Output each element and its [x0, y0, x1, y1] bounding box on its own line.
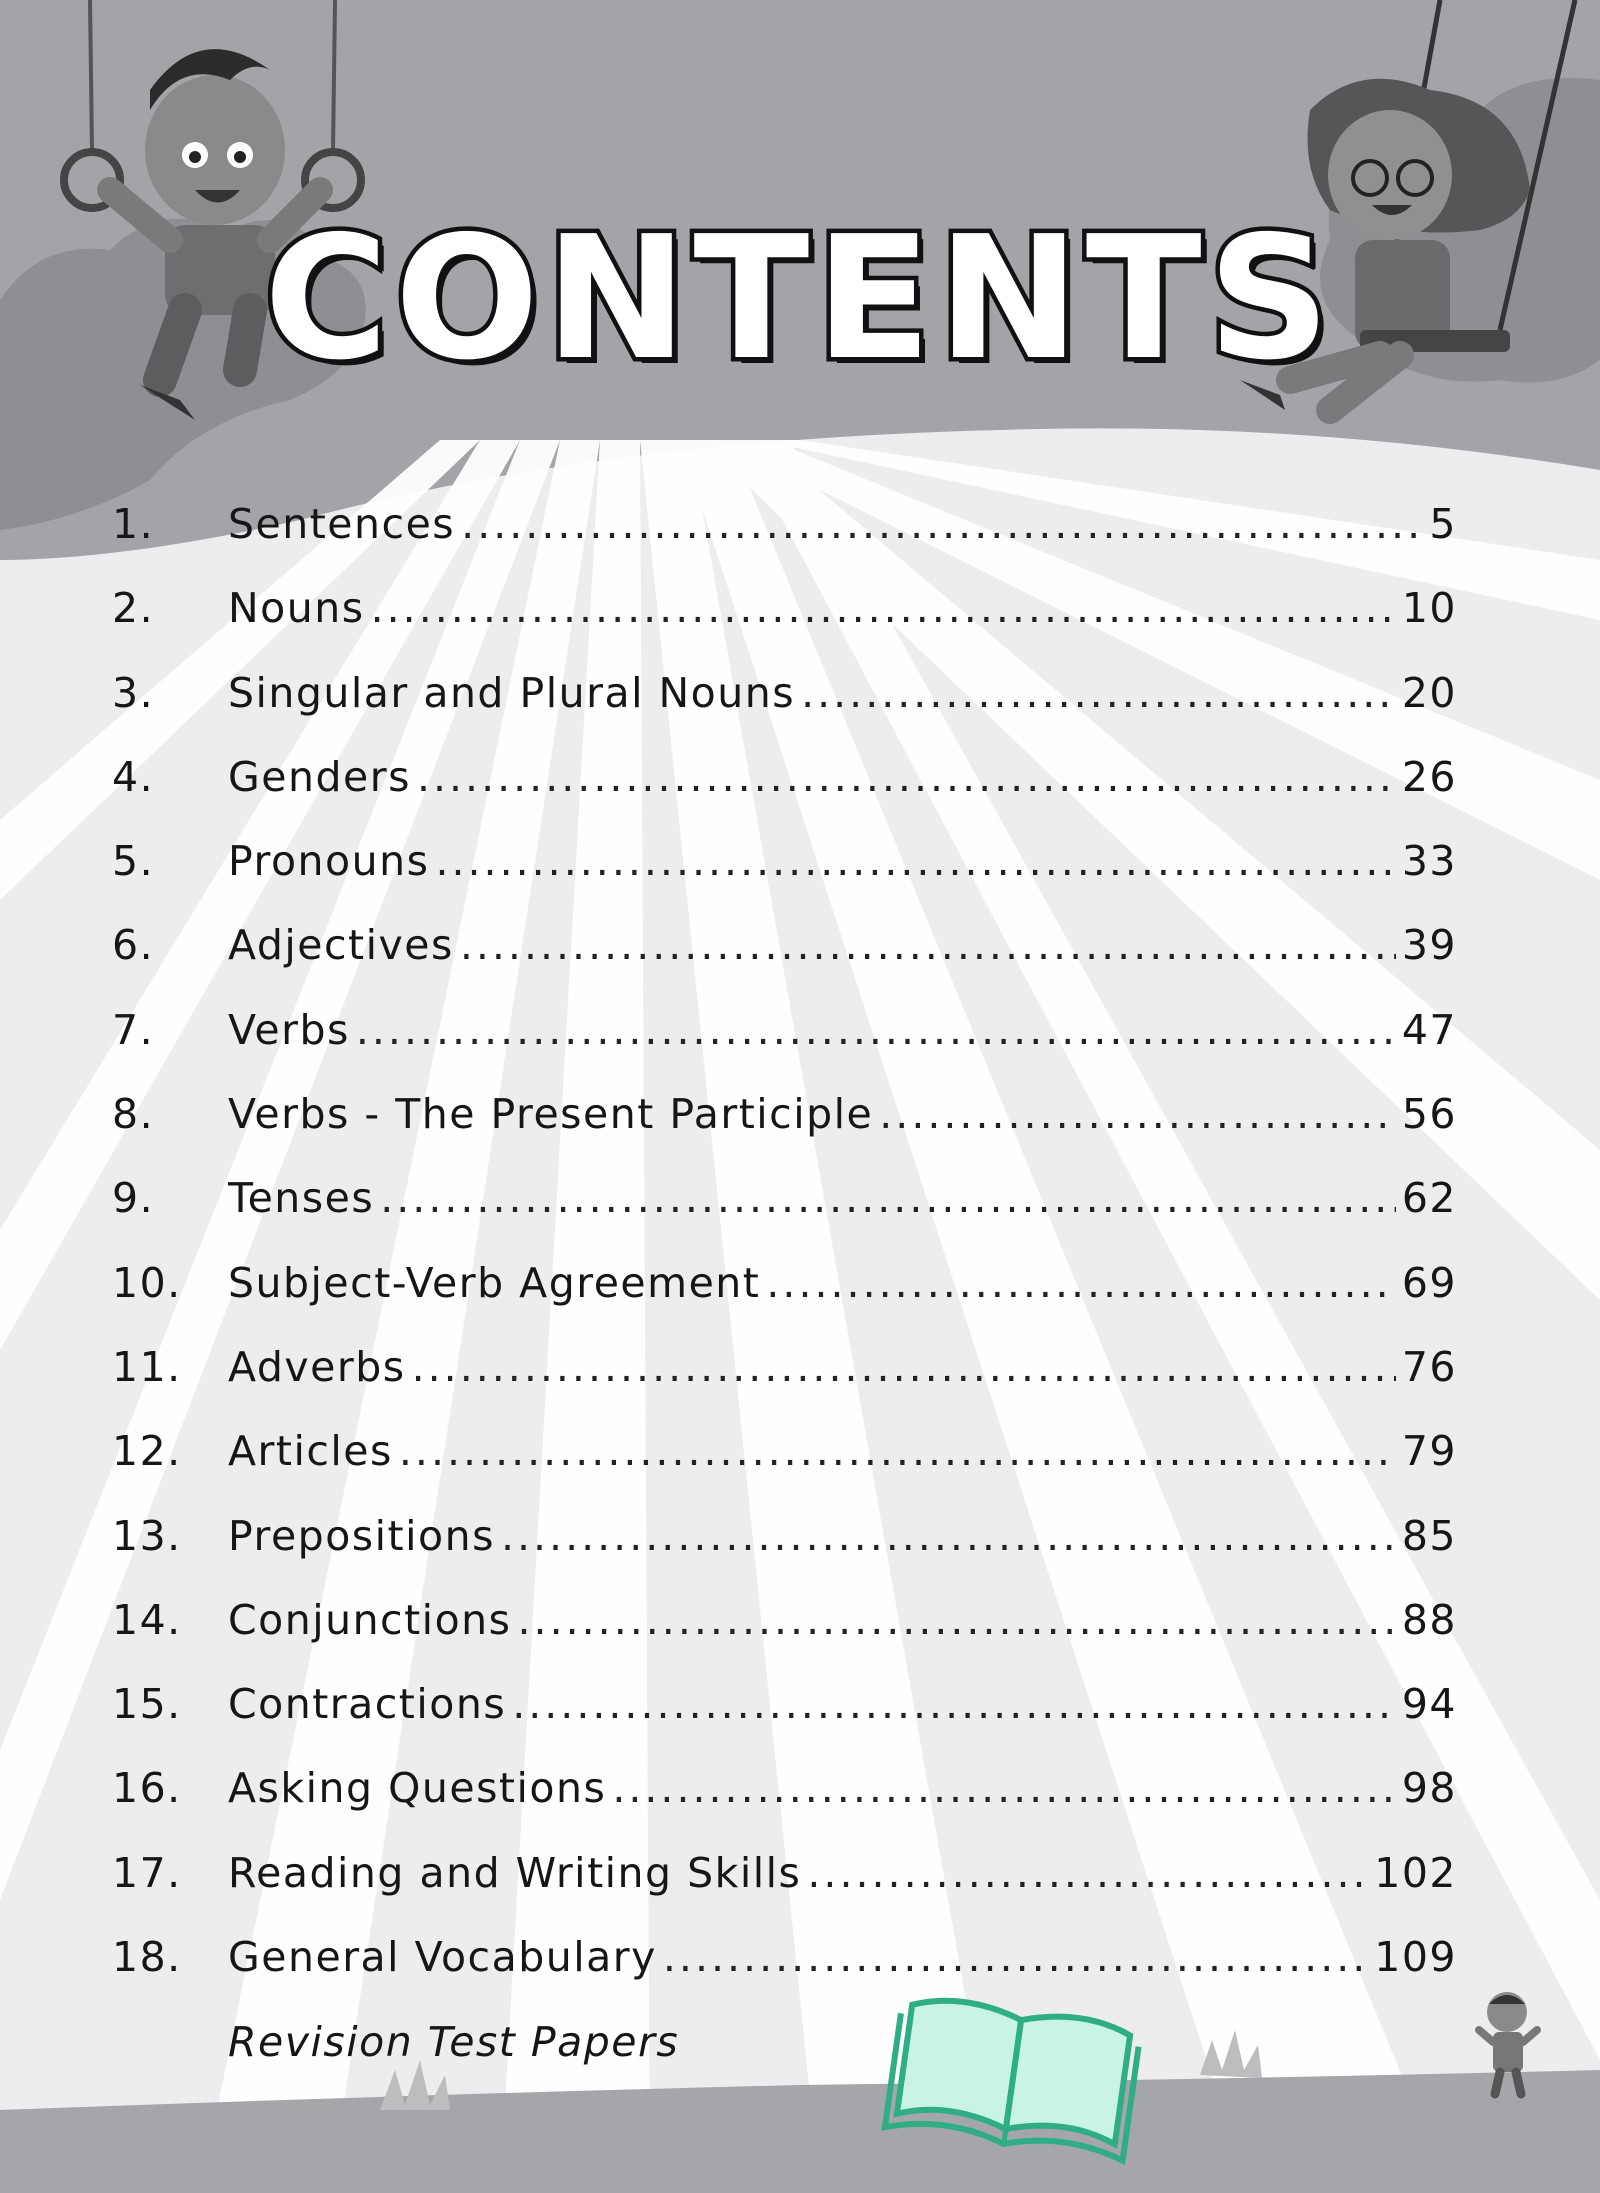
- toc-entry-number: 1.: [112, 500, 155, 548]
- toc-entry-number: 10.: [112, 1258, 182, 1307]
- toc-entry: [112, 584, 1457, 668]
- dot-leader: [879, 1090, 1396, 1138]
- toc-entry-title: Sentences: [228, 500, 456, 548]
- toc-entry: [112, 1090, 1457, 1174]
- toc-entry-number: 6.: [112, 921, 155, 970]
- toc-entry-page: 56: [1401, 1090, 1457, 1139]
- toc-entry-title: Subject-Verb Agreement: [228, 1258, 761, 1307]
- toc-entry: [112, 1427, 1457, 1511]
- toc-entry-title: Verbs: [228, 1005, 350, 1054]
- toc-entry-page: 5: [1429, 500, 1457, 548]
- toc-entry: [112, 669, 1457, 753]
- toc-entry-title: Reading and Writing Skills: [228, 1848, 802, 1897]
- toc-entry-number: 8.: [112, 1090, 155, 1139]
- toc-entry-page: 47: [1401, 1005, 1457, 1054]
- dot-leader: [412, 1343, 1396, 1391]
- toc-entry: [112, 1343, 1457, 1427]
- page-title: CONTENTS: [263, 200, 1337, 398]
- toc-entry-number: 17.: [112, 1848, 182, 1897]
- dot-leader: [460, 921, 1396, 969]
- revision-test-papers-label: Revision Test Papers: [228, 2018, 680, 2066]
- toc-entry: [112, 500, 1457, 584]
- toc-entry-page: 76: [1401, 1342, 1457, 1391]
- toc-entry-number: 11.: [112, 1342, 182, 1391]
- dot-leader: [663, 1933, 1368, 1981]
- dot-leader: [501, 1512, 1396, 1560]
- toc-entry-number: 2.: [112, 584, 155, 633]
- toc-entry-title: Tenses: [228, 1174, 375, 1223]
- toc-entry-page: 26: [1401, 752, 1457, 801]
- toc-entry: [112, 1259, 1457, 1343]
- toc-entry-title: Nouns: [228, 584, 365, 633]
- toc-entry-page: 79: [1401, 1427, 1457, 1476]
- dot-leader: [807, 1849, 1368, 1897]
- toc-entry-title: Adverbs: [228, 1342, 406, 1391]
- dot-leader: [380, 1174, 1396, 1222]
- toc-entry: [112, 753, 1457, 837]
- toc-entry: [112, 1596, 1457, 1680]
- toc-entry-title: Contractions: [228, 1680, 507, 1729]
- toc-entry-number: 18.: [112, 1933, 182, 1982]
- dot-leader: [371, 584, 1396, 632]
- toc-entry-page: 102: [1374, 1848, 1457, 1897]
- toc-entry: [112, 1512, 1457, 1596]
- toc-entry-page: 98: [1401, 1764, 1457, 1813]
- toc-entry-title: Verbs - The Present Participle: [228, 1090, 874, 1139]
- toc-entry: [112, 1174, 1457, 1258]
- toc-entry-title: Asking Questions: [228, 1764, 607, 1813]
- toc-entry-page: 85: [1401, 1511, 1457, 1560]
- toc-entry-number: 4.: [112, 752, 155, 801]
- toc-entry-page: 94: [1401, 1680, 1457, 1729]
- toc-entry-page: 62: [1401, 1174, 1457, 1223]
- toc-entry-title: Genders: [228, 752, 411, 801]
- table-of-contents: [112, 500, 1457, 2017]
- dot-leader: [435, 837, 1395, 885]
- dot-leader: [461, 500, 1423, 548]
- toc-entry-title: Prepositions: [228, 1511, 495, 1560]
- toc-entry: [112, 837, 1457, 921]
- toc-entry-number: 5.: [112, 837, 155, 886]
- toc-entry-title: Articles: [228, 1427, 393, 1476]
- toc-entry-page: 39: [1401, 921, 1457, 970]
- toc-entry-number: 16.: [112, 1764, 182, 1813]
- toc-entry-title: General Vocabulary: [228, 1933, 657, 1982]
- toc-entry-number: 14.: [112, 1595, 182, 1644]
- toc-entry: [112, 1006, 1457, 1090]
- dot-leader: [399, 1427, 1396, 1475]
- toc-entry: [112, 1849, 1457, 1933]
- toc-entry-number: 15.: [112, 1680, 182, 1729]
- dot-leader: [417, 753, 1396, 801]
- dot-leader: [766, 1259, 1395, 1307]
- toc-entry: [112, 1933, 1457, 2017]
- dot-leader: [356, 1006, 1396, 1054]
- toc-entry-number: 3.: [112, 668, 155, 717]
- toc-entry-title: Singular and Plural Nouns: [228, 668, 796, 717]
- dot-leader: [518, 1596, 1396, 1644]
- toc-entry: [112, 921, 1457, 1005]
- toc-entry-title: Conjunctions: [228, 1595, 512, 1644]
- toc-entry: [112, 1680, 1457, 1764]
- toc-entry-page: 109: [1374, 1933, 1457, 1982]
- toc-entry-number: 13.: [112, 1511, 182, 1560]
- toc-entry-number: 7.: [112, 1005, 155, 1054]
- toc-entry-page: 88: [1401, 1595, 1457, 1644]
- toc-entry-title: Adjectives: [228, 921, 454, 970]
- toc-entry-number: 12.: [112, 1427, 182, 1476]
- toc-entry: [112, 1764, 1457, 1848]
- toc-entry-title: Pronouns: [228, 837, 430, 886]
- toc-entry-page: 10: [1401, 584, 1457, 633]
- toc-entry-page: 33: [1401, 837, 1457, 886]
- toc-entry-number: 9.: [112, 1174, 155, 1223]
- dot-leader: [612, 1764, 1396, 1812]
- toc-entry-page: 69: [1401, 1258, 1457, 1307]
- dot-leader: [512, 1680, 1396, 1728]
- dot-leader: [801, 669, 1396, 717]
- toc-entry-page: 20: [1401, 668, 1457, 717]
